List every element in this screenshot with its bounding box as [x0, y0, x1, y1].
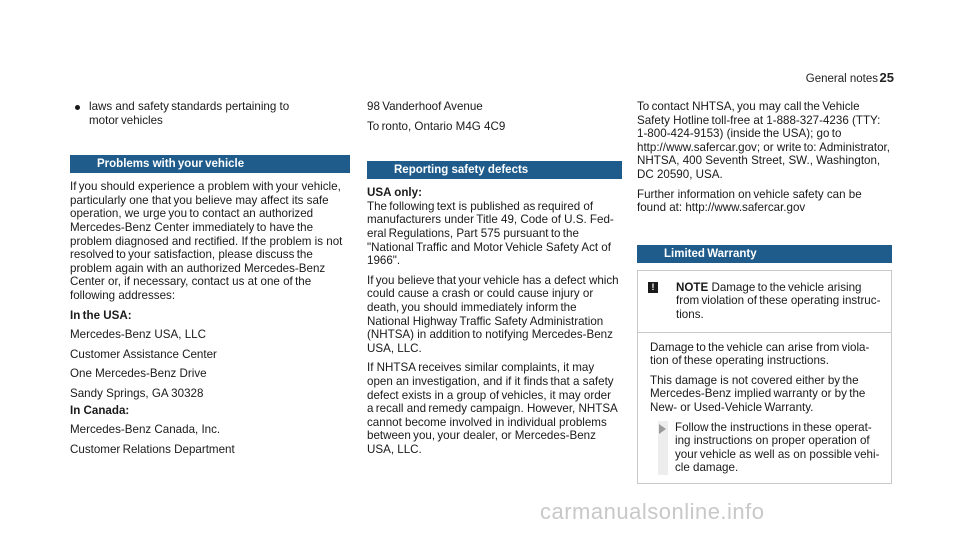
note-body — [638, 333, 891, 483]
action-text: Follow the instructions in these operating instructions on proper operation of your vehicle as well as on possible vehicle damage. — [675, 420, 880, 475]
usa-address-line: Sandy Springs, GA 30328 — [70, 386, 204, 400]
bullet-dot-icon — [75, 105, 80, 110]
canada-address-line: 98 Vanderhoof Avenue — [367, 100, 483, 113]
note-text: Damage to the vehicle arising from violation of these operating instructions. — [676, 280, 881, 321]
note-body-para: This damage is not covered either by the Mercedes-Benz implied warranty or by the New- or Used-Vehicle Warranty. — [650, 373, 866, 414]
note-label: NOTE — [676, 280, 709, 294]
canada-address-line: Customer Relations Department — [70, 442, 235, 456]
note-body-para: Damage to the vehicle can arise from violation of these operating instructions. — [650, 340, 870, 368]
problems-intro: If you should experience a problem with your vehicle, particularly one that you believe may affect its safe operation, we urge you to contact an authorized Mercedes-Benz Center immediately to have the problem diagnosed and rectified. If the problem is not resolved to your satisfaction, please discuss the problem again with an authorized Mercedes-Benz Center or, if necessary, contact us at one of the following addresses: — [70, 180, 343, 302]
note-box — [637, 270, 892, 484]
usa-address-line: Mercedes-Benz USA, LLC — [70, 328, 206, 342]
column-left — [70, 100, 350, 462]
safety-para-2: If you believe that your vehicle has a defect which could cause a crash or could cause injury or death, you should immediately inform the National Highway Traffic Safety Administration (NHTSA) in addition to notifying Mercedes-Benz USA, LLC. — [367, 273, 619, 355]
section-header-problems: Problems with your vehicle — [70, 155, 350, 173]
column-right — [637, 100, 892, 484]
play-arrow-icon — [658, 421, 668, 475]
section-header-warranty: Limited Warranty — [637, 245, 892, 263]
usa-address-line: One Mercedes-Benz Drive — [70, 367, 207, 381]
action-item — [650, 421, 881, 475]
canada-address-line: Mercedes-Benz Canada, Inc. — [70, 423, 221, 437]
usa-only-label: USA only: — [367, 186, 422, 200]
further-info: Further information on vehicle safety can be found at: http://www.safercar.gov — [637, 187, 862, 215]
canada-address-line: To ronto, Ontario M4G 4C9 — [367, 119, 506, 133]
note-header — [638, 271, 891, 333]
canada-label: In Canada: — [70, 403, 130, 417]
bullet-text: laws and safety standards pertaining to motor vehicles — [89, 100, 290, 127]
watermark: carmanualsonline.info — [540, 499, 765, 524]
section-header-safety-defects: Reporting safety defects — [367, 161, 622, 179]
usa-label: In the USA: — [70, 308, 132, 322]
column-middle — [367, 100, 622, 462]
bullet-item — [70, 100, 350, 127]
page-number: 25 — [879, 70, 894, 85]
exclamation-icon: ! — [648, 282, 658, 293]
usa-address-line: Customer Assistance Center — [70, 347, 217, 361]
nhtsa-contact: To contact NHTSA, you may call the Vehicle Safety Hotline toll-free at 1-888-327-4236 (TTY: 1-800-424-9153) (inside the USA); go to http://www.safercar.gov; or write to: Administrator, NHTSA, 400 Seventh Street, SW., Washington, DC 20590, USA. — [637, 100, 890, 181]
page-header-title: General notes — [805, 73, 878, 85]
safety-para-1: The following text is published as required of manufacturers under Title 49, Code of U.S. Federal Regulations, Part 575 pursuant to the "National Traffic and Motor Vehicle Safety Act of 1966". — [367, 199, 614, 268]
safety-para-3: If NHTSA receives similar complaints, it may open an investigation, and if it finds that a safety defect exists in a group of vehicles, it may order a recall and remedy campaign. However, NHTSA cannot become involved in individual problems between you, your dealer, or Mercedes-Benz USA, LLC. — [367, 361, 618, 456]
